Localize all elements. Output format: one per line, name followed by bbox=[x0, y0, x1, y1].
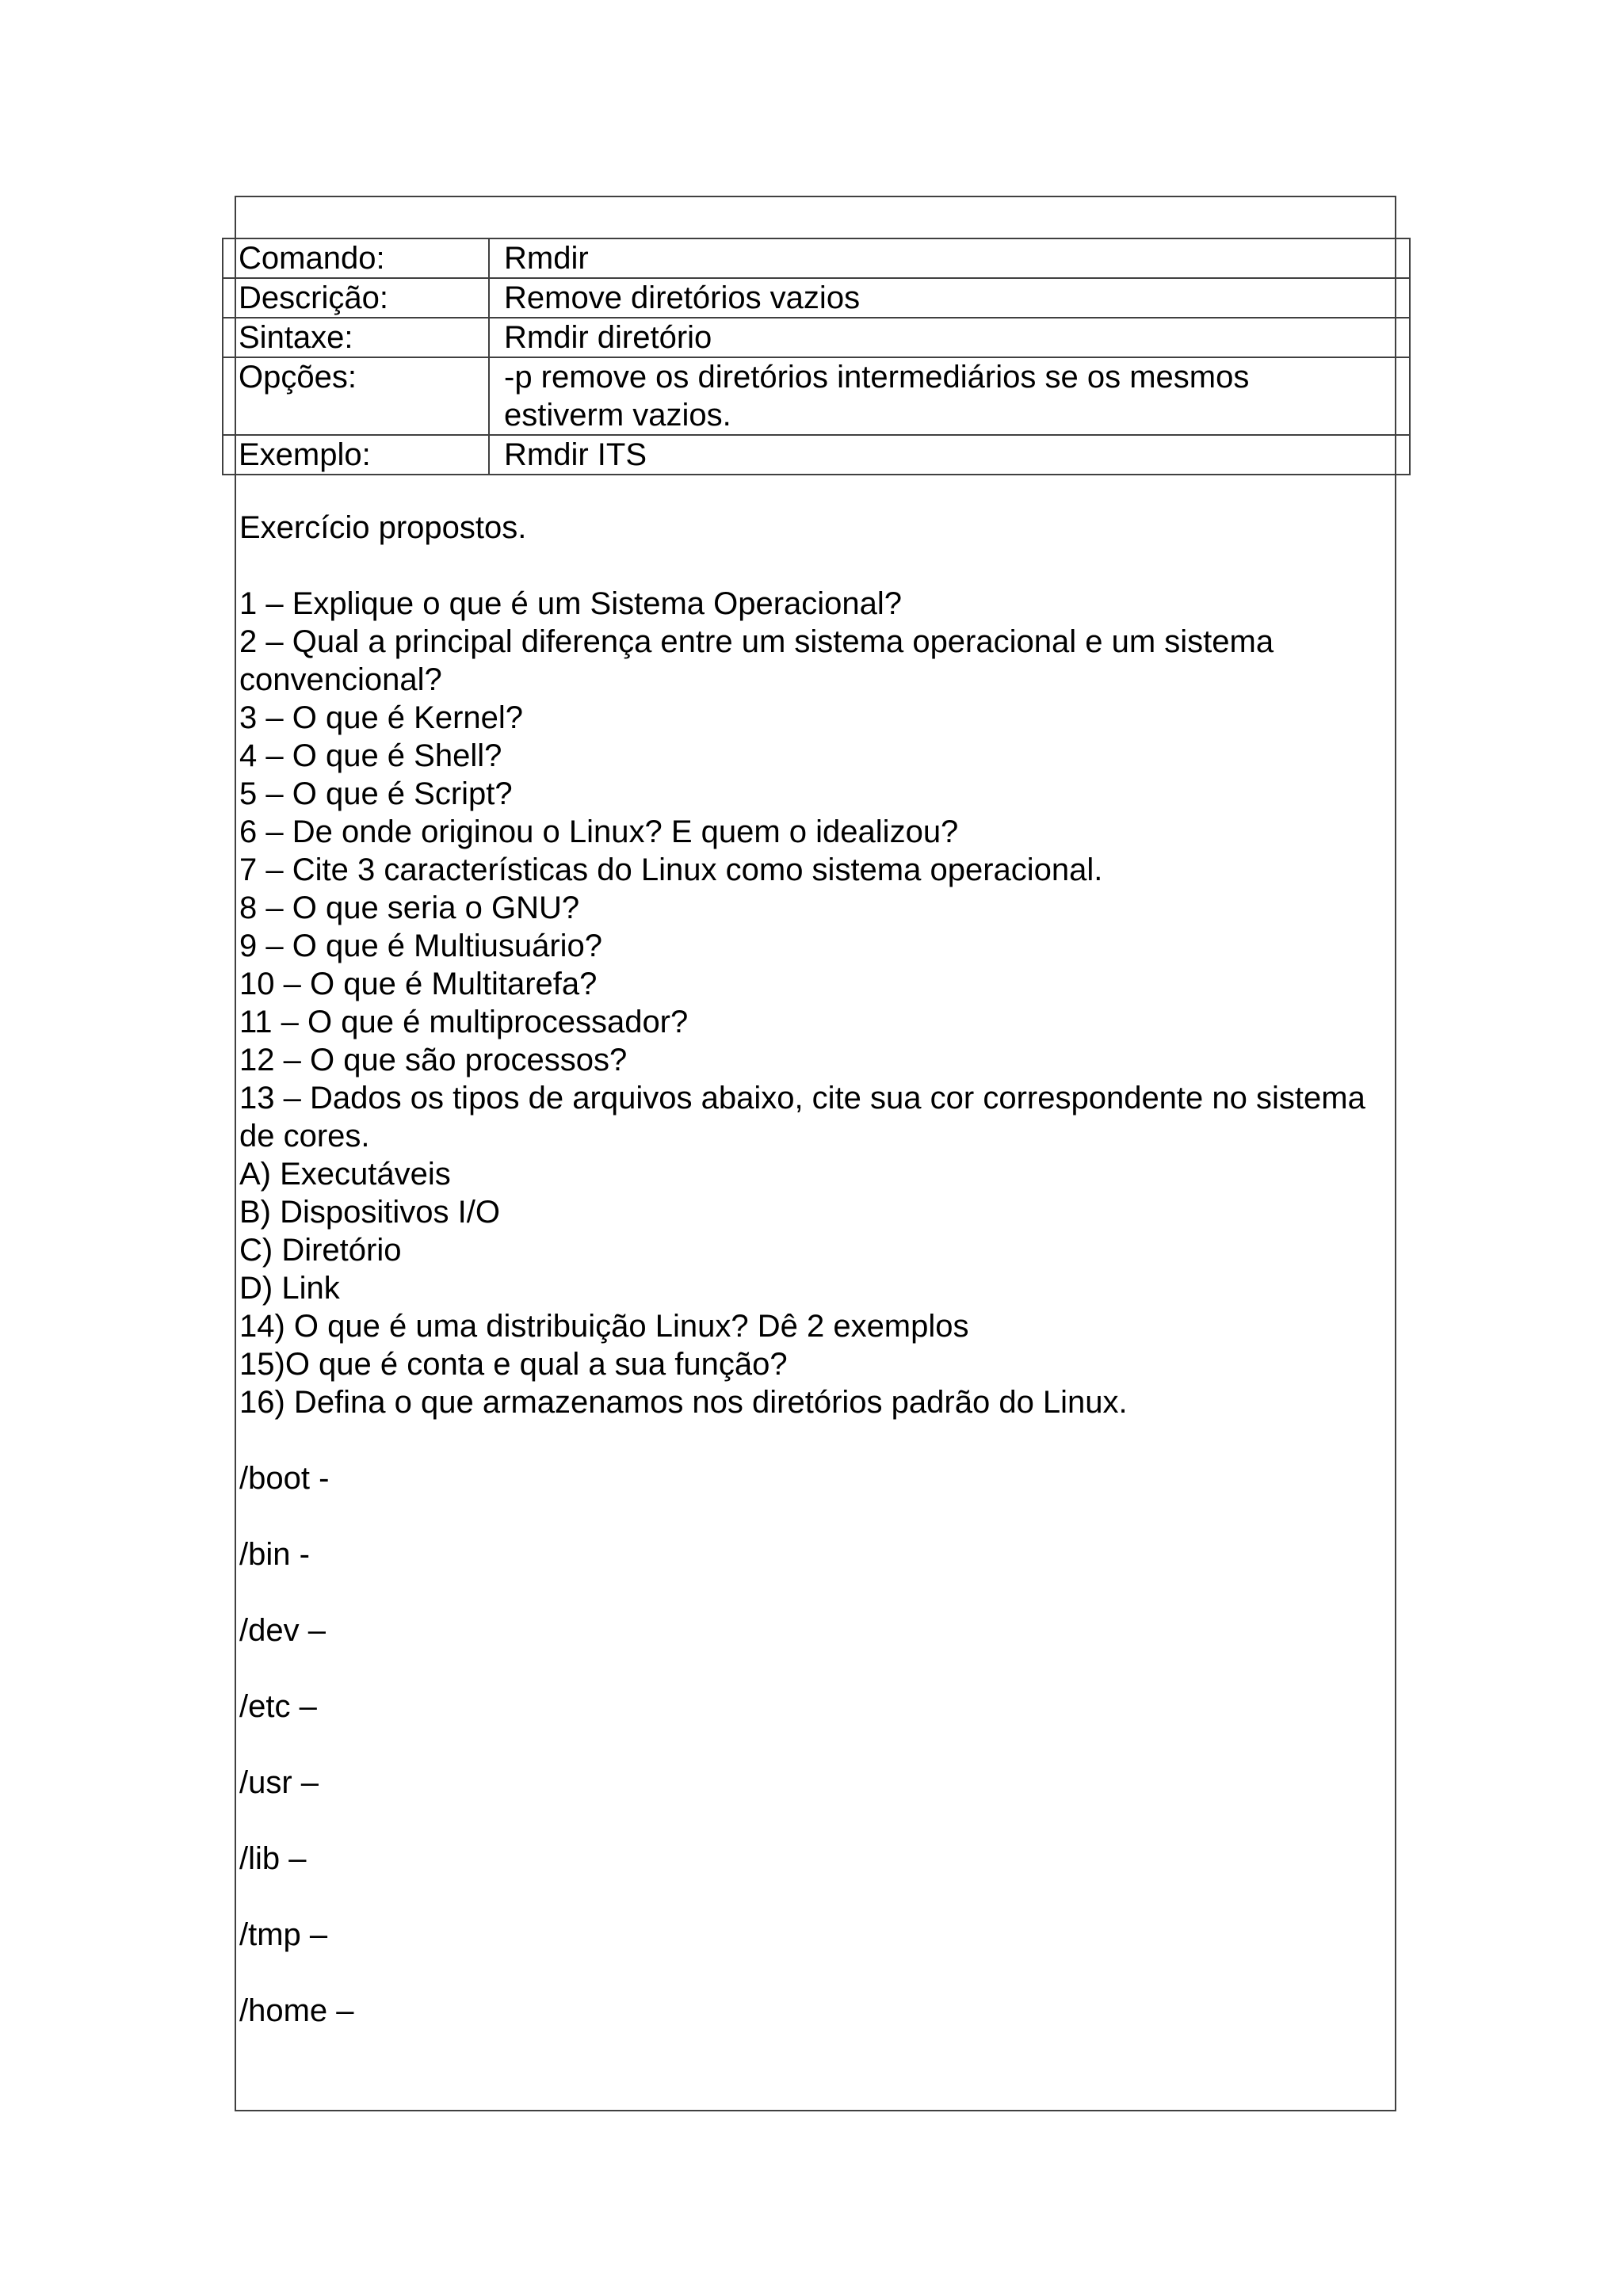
question-5: 5 – O que é Script? bbox=[239, 776, 513, 811]
row-value-sintaxe: Rmdir diretório bbox=[489, 318, 1410, 357]
dir-tmp: /tmp – bbox=[239, 1917, 328, 1952]
row-value-descricao: Remove diretórios vazios bbox=[489, 278, 1410, 318]
row-label-comando: Comando: bbox=[223, 238, 489, 278]
command-table bbox=[222, 238, 1411, 475]
dir-etc: /etc – bbox=[239, 1689, 317, 1724]
row-label-exemplo: Exemplo: bbox=[223, 435, 489, 475]
question-15: 15)O que é conta e qual a sua função? bbox=[239, 1347, 788, 1382]
dir-boot: /boot - bbox=[239, 1461, 330, 1496]
question-4: 4 – O que é Shell? bbox=[239, 738, 502, 773]
question-8: 8 – O que seria o GNU? bbox=[239, 891, 580, 925]
dir-lib: /lib – bbox=[239, 1841, 307, 1876]
question-12: 12 – O que são processos? bbox=[239, 1043, 628, 1077]
question-9: 9 – O que é Multiusuário? bbox=[239, 929, 603, 963]
question-10: 10 – O que é Multitarefa? bbox=[239, 967, 598, 1001]
row-value-opcoes: -p remove os diretórios intermediários se os mesmos estiverm vazios. bbox=[489, 357, 1410, 435]
dir-usr: /usr – bbox=[239, 1765, 319, 1800]
option-d: D) Link bbox=[239, 1271, 340, 1306]
question-11: 11 – O que é multiprocessador? bbox=[239, 1005, 689, 1039]
question-1: 1 – Explique o que é um Sistema Operacional? bbox=[239, 586, 903, 621]
option-b: B) Dispositivos I/O bbox=[239, 1195, 500, 1230]
question-2: 2 – Qual a principal diferença entre um sistema operacional e um sistema convencional? bbox=[239, 624, 1274, 697]
exercise-section bbox=[239, 509, 1381, 2030]
option-a: A) Executáveis bbox=[239, 1157, 451, 1192]
row-value-comando: Rmdir bbox=[489, 238, 1410, 278]
row-label-descricao: Descrição: bbox=[223, 278, 489, 318]
dir-home: /home – bbox=[239, 1993, 354, 2028]
row-label-sintaxe: Sintaxe: bbox=[223, 318, 489, 357]
exercise-heading: Exercício propostos. bbox=[239, 510, 527, 545]
table-row bbox=[223, 278, 1410, 318]
question-7: 7 – Cite 3 características do Linux como sistema operacional. bbox=[239, 852, 1103, 887]
question-13: 13 – Dados os tipos de arquivos abaixo, cite sua cor correspondente no sistema de cores. bbox=[239, 1081, 1365, 1154]
row-value-exemplo: Rmdir ITS bbox=[489, 435, 1410, 475]
question-16: 16) Defina o que armazenamos nos diretórios padrão do Linux. bbox=[239, 1385, 1128, 1420]
dir-dev: /dev – bbox=[239, 1613, 326, 1648]
question-14: 14) O que é uma distribuição Linux? Dê 2 exemplos bbox=[239, 1309, 969, 1344]
table-row bbox=[223, 318, 1410, 357]
row-label-opcoes: Opções: bbox=[223, 357, 489, 435]
question-6: 6 – De onde originou o Linux? E quem o idealizou? bbox=[239, 814, 959, 849]
table-row bbox=[223, 357, 1410, 435]
table-row bbox=[223, 435, 1410, 475]
option-c: C) Diretório bbox=[239, 1233, 402, 1268]
table-row bbox=[223, 238, 1410, 278]
question-3: 3 – O que é Kernel? bbox=[239, 700, 524, 735]
dir-bin: /bin - bbox=[239, 1537, 310, 1572]
